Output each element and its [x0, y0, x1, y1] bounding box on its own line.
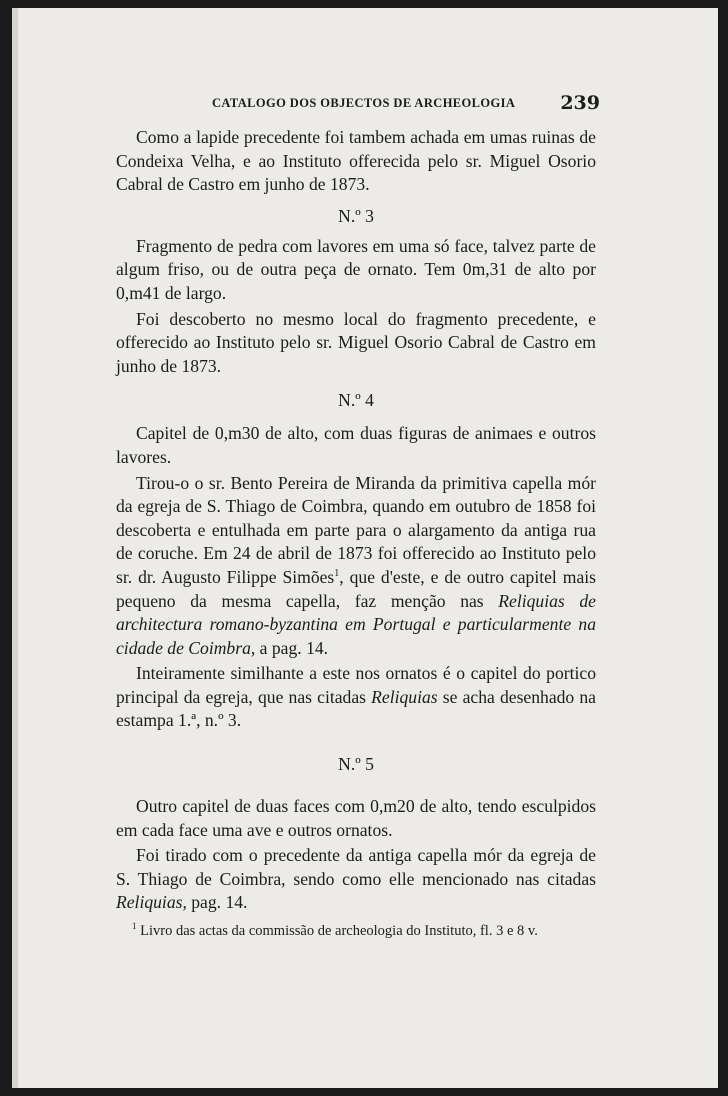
- paragraph-6-text-b: se acha desenhado na estampa 1.ª, n.º 3.: [116, 686, 596, 731]
- paragraph-2: Fragmento de pedra com lavores em uma só face, talvez parte de algum friso, ou de outra peça de ornato. Tem 0m,31 de alto por 0,m41 de largo.: [116, 235, 596, 303]
- paragraph-8-italic: Reliquias,: [116, 892, 187, 913]
- entry-heading-3: N.º 3: [338, 205, 374, 226]
- page-number: 239: [560, 92, 600, 114]
- paragraph-8: [116, 844, 596, 915]
- paragraph-8-text-a: Foi tirado com o precedente da antiga capella mór da egreja de S. Thiago de Coimbra, sendo como elle mencionado nas citadas: [116, 845, 596, 889]
- paragraph-6-text-a: Inteiramente similhante a este nos ornatos é o capitel do portico principal da egreja, que nas citadas: [116, 663, 596, 707]
- footnote-text: Livro das actas da commissão de archeologia do Instituto, fl. 3 e 8 v.: [136, 923, 538, 940]
- page-header: [116, 92, 600, 114]
- paragraph-5: [116, 472, 596, 661]
- footnote: [116, 921, 596, 941]
- body-text: [116, 126, 596, 941]
- book-page: [12, 8, 718, 1088]
- paragraph-7: Outro capitel de duas faces com 0,m20 de alto, tendo esculpidos em cada face uma ave e outros ornatos.: [116, 796, 596, 840]
- paragraph-5-text-a: Tirou-o o sr. Bento Pereira de Miranda da primitiva capella mór da egreja de S. Thiago de Coimbra, quando em outubro de 1858 foi descoberta e entulhada em parte para o alargamento da antiga rua de coruche. Em 24 de abril de 1873 foi offerecido ao Instituto pelo sr. dr. Augusto Filippe Simões: [116, 472, 596, 587]
- entry-heading-5: N.º 5: [338, 754, 374, 775]
- paragraph-5-text-b: , que d'este, e de outro capitel mais pequeno da mesma capella, faz menção nas: [116, 566, 596, 611]
- running-head: CATALOGO DOS OBJECTOS DE ARCHEOLOGIA: [212, 96, 516, 110]
- paragraph-8-text-b: pag. 14.: [186, 892, 248, 913]
- paragraph-4: Capitel de 0,m30 de alto, com duas figuras de animaes e outros lavores.: [116, 423, 596, 467]
- paragraph-6-italic: Reliquias: [371, 686, 438, 707]
- paragraph-5-text-c: a pag. 14.: [255, 637, 329, 658]
- paragraph-3: Foi descoberto no mesmo local do fragmento precedente, e offerecido ao Instituto pelo sr. Miguel Osorio Cabral de Castro em junho de 1873.: [116, 308, 596, 376]
- page-edge-shadow: [12, 8, 18, 1088]
- paragraph-1: Como a lapide precedente foi tambem achada em umas ruinas de Condeixa Velha, e ao Instituto offerecida pelo sr. Miguel Osorio Cabral de Castro em junho de 1873.: [116, 127, 596, 195]
- footnote-marker: 1: [132, 921, 137, 932]
- entry-heading-4: N.º 4: [338, 390, 374, 411]
- paragraph-6: [116, 662, 596, 733]
- book-title-reliquias: Reliquias de architectura romano-byzantina em Portugal e particularmente na cidade de Coimbra,: [116, 590, 596, 658]
- footnote-reference: 1: [334, 568, 340, 580]
